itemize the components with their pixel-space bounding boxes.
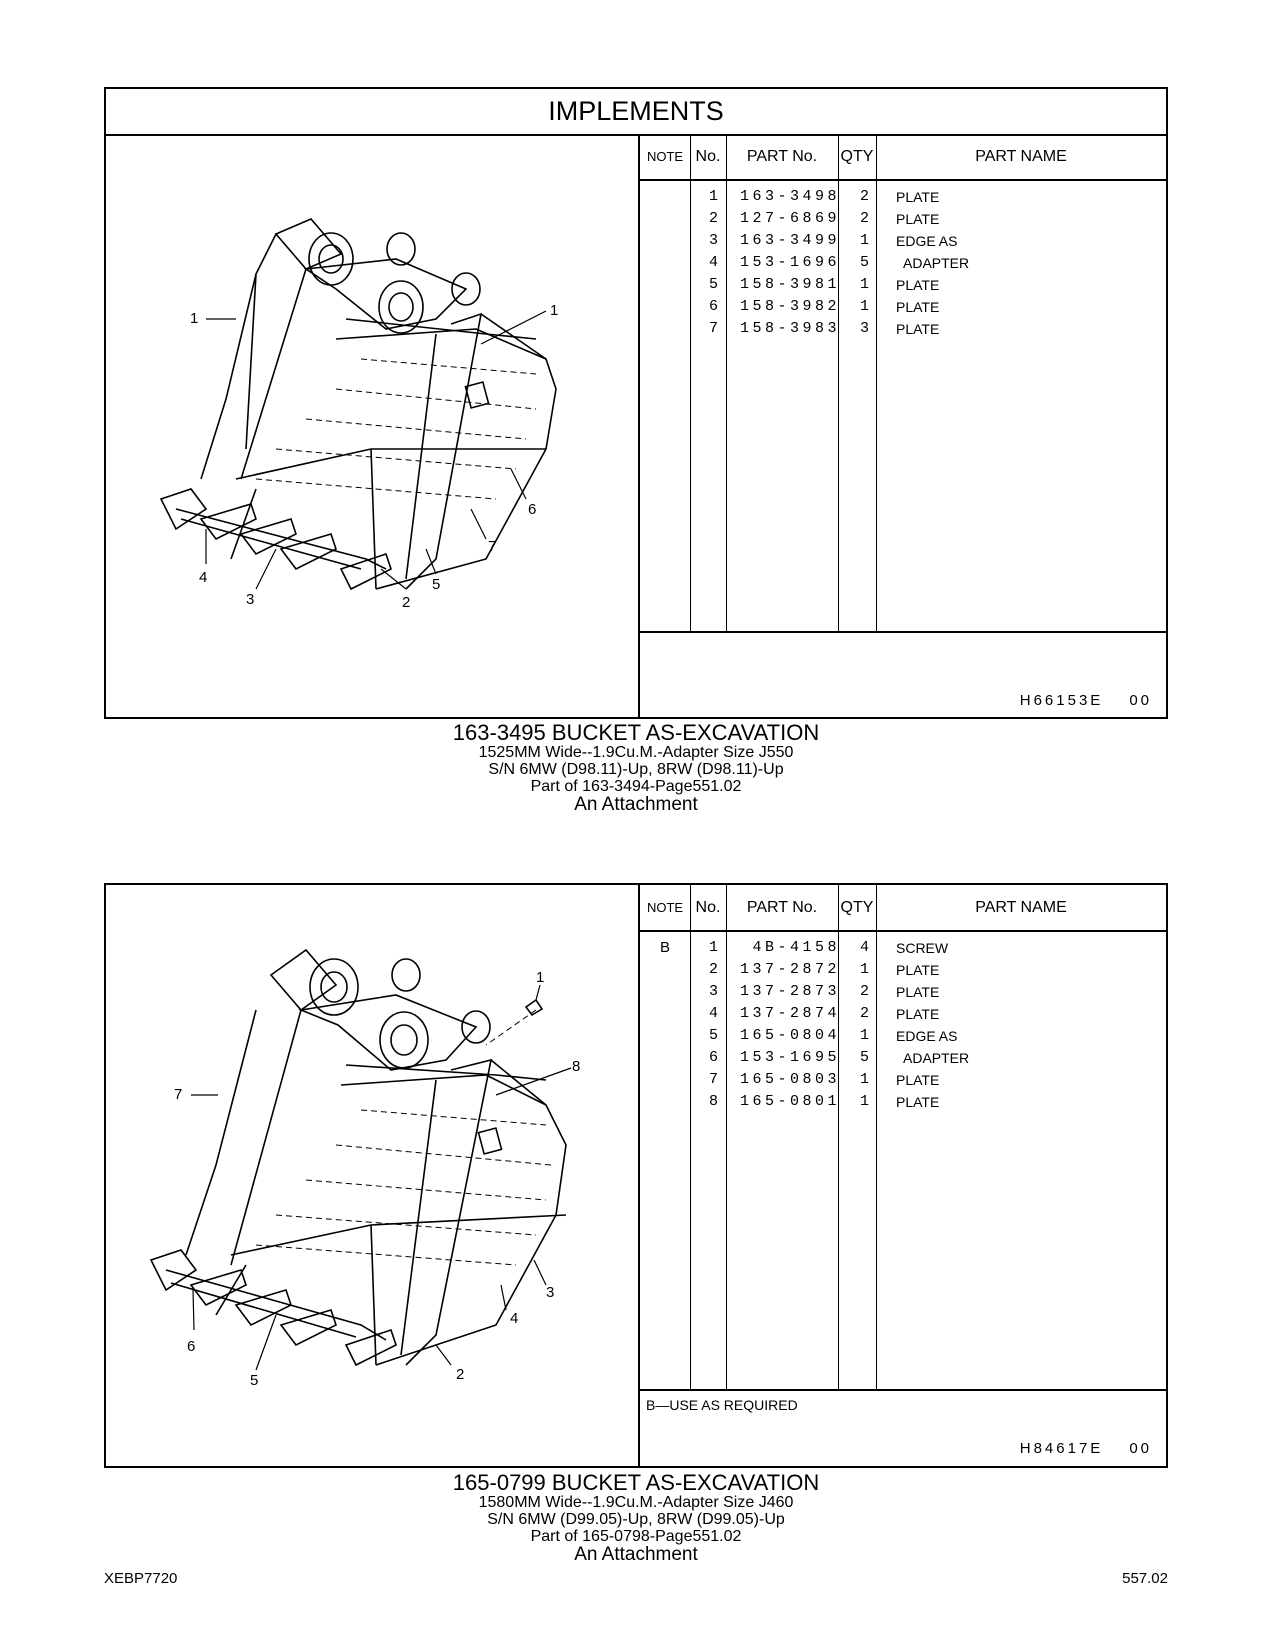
illustration-code: H66153E 00 (1019, 692, 1152, 709)
header-part-no: PART No. (746, 899, 818, 916)
table-row: 5 165-0804 1 EDGE AS (708, 1027, 958, 1044)
header-qty: QTY (840, 148, 874, 165)
caption-2 (104, 1472, 1168, 1564)
caption-1 (104, 722, 1168, 814)
parts-list-1 (640, 186, 1166, 340)
table-row: 2 127-6869 2 PLATE (708, 210, 940, 227)
table-row: 2 137-2872 1 PLATE (708, 961, 940, 978)
table-header (640, 134, 1166, 181)
parts-table-1 (638, 134, 1166, 717)
caption-line: 1580MM Wide--1.9Cu.M.-Adapter Size J460 (478, 1494, 794, 1511)
table-row: 4 153-1696 5 ADAPTER (708, 254, 970, 271)
header-part-no: PART No. (746, 148, 818, 165)
caption-line: 1525MM Wide--1.9Cu.M.-Adapter Size J550 (478, 744, 794, 761)
table-row: 8 165-0801 1 PLATE (708, 1093, 940, 1110)
table-row: 7 158-3983 3 PLATE (708, 320, 940, 337)
table-row: 4 137-2874 2 PLATE (708, 1005, 940, 1022)
caption-line: An Attachment (574, 794, 698, 815)
table-header (640, 885, 1166, 932)
parts-panel-1 (104, 87, 1168, 719)
table-row: 3 163-3499 1 EDGE AS (708, 232, 958, 249)
caption-line: An Attachment (574, 1544, 698, 1565)
callout-label: 2 (456, 1366, 465, 1383)
callout-label: 8 (572, 1058, 581, 1075)
illustration-code: H84617E 00 (1019, 1440, 1152, 1457)
callout-label: 5 (432, 576, 441, 593)
table-row: 6 153-1695 5 ADAPTER (708, 1049, 970, 1066)
bucket-illustration-2 (106, 885, 638, 1466)
header-no: No. (695, 148, 721, 165)
callout-label: 1 (550, 302, 559, 319)
callout-label: 5 (250, 1372, 259, 1389)
caption-line: Part of 163-3494-Page551.02 (530, 778, 742, 795)
caption-title: 163-3495 BUCKET AS-EXCAVATION (452, 720, 820, 745)
header-note: NOTE (646, 149, 684, 164)
callout-label: 6 (528, 501, 537, 518)
bucket-illustration-1 (106, 89, 638, 717)
caption-line: S/N 6MW (D99.05)-Up, 8RW (D99.05)-Up (487, 1511, 785, 1528)
callout-label: 4 (199, 569, 208, 586)
callout-label: 3 (546, 1284, 555, 1301)
header-no: No. (695, 899, 721, 916)
header-part-name: PART NAME (975, 148, 1067, 165)
header-qty: QTY (840, 899, 874, 916)
table-row: 7 165-0803 1 PLATE (708, 1071, 940, 1088)
parts-panel-2 (104, 883, 1168, 1468)
callout-label: 7 (174, 1086, 183, 1103)
table-row: 5 158-3981 1 PLATE (708, 276, 940, 293)
table-row: B 1 4B-4158 4 SCREW (659, 939, 949, 956)
page-number: 557.02 (1122, 1570, 1168, 1587)
document-id: XEBP7720 (104, 1570, 178, 1587)
callout-label: 6 (187, 1338, 196, 1355)
section-title: IMPLEMENTS (106, 89, 1166, 136)
caption-title: 165-0799 BUCKET AS-EXCAVATION (452, 1470, 820, 1495)
callout-label: 4 (510, 1310, 519, 1327)
callout-label: 1 (536, 969, 545, 986)
header-note: NOTE (646, 900, 684, 915)
header-part-name: PART NAME (975, 899, 1067, 916)
footnote: B—USE AS REQUIRED (646, 1397, 798, 1413)
parts-list-2 (640, 937, 1166, 1113)
table-row: 3 137-2873 2 PLATE (708, 983, 940, 1000)
callout-label: 7 (488, 538, 497, 555)
table-row: 6 158-3982 1 PLATE (708, 298, 940, 315)
callout-label: 3 (246, 591, 255, 608)
caption-line: Part of 165-0798-Page551.02 (530, 1528, 742, 1545)
parts-table-2 (638, 885, 1166, 1466)
callout-label: 2 (402, 594, 411, 611)
callout-label: 1 (190, 310, 199, 327)
table-row: 1 163-3498 2 PLATE (708, 188, 940, 205)
caption-line: S/N 6MW (D98.11)-Up, 8RW (D98.11)-Up (488, 761, 784, 778)
